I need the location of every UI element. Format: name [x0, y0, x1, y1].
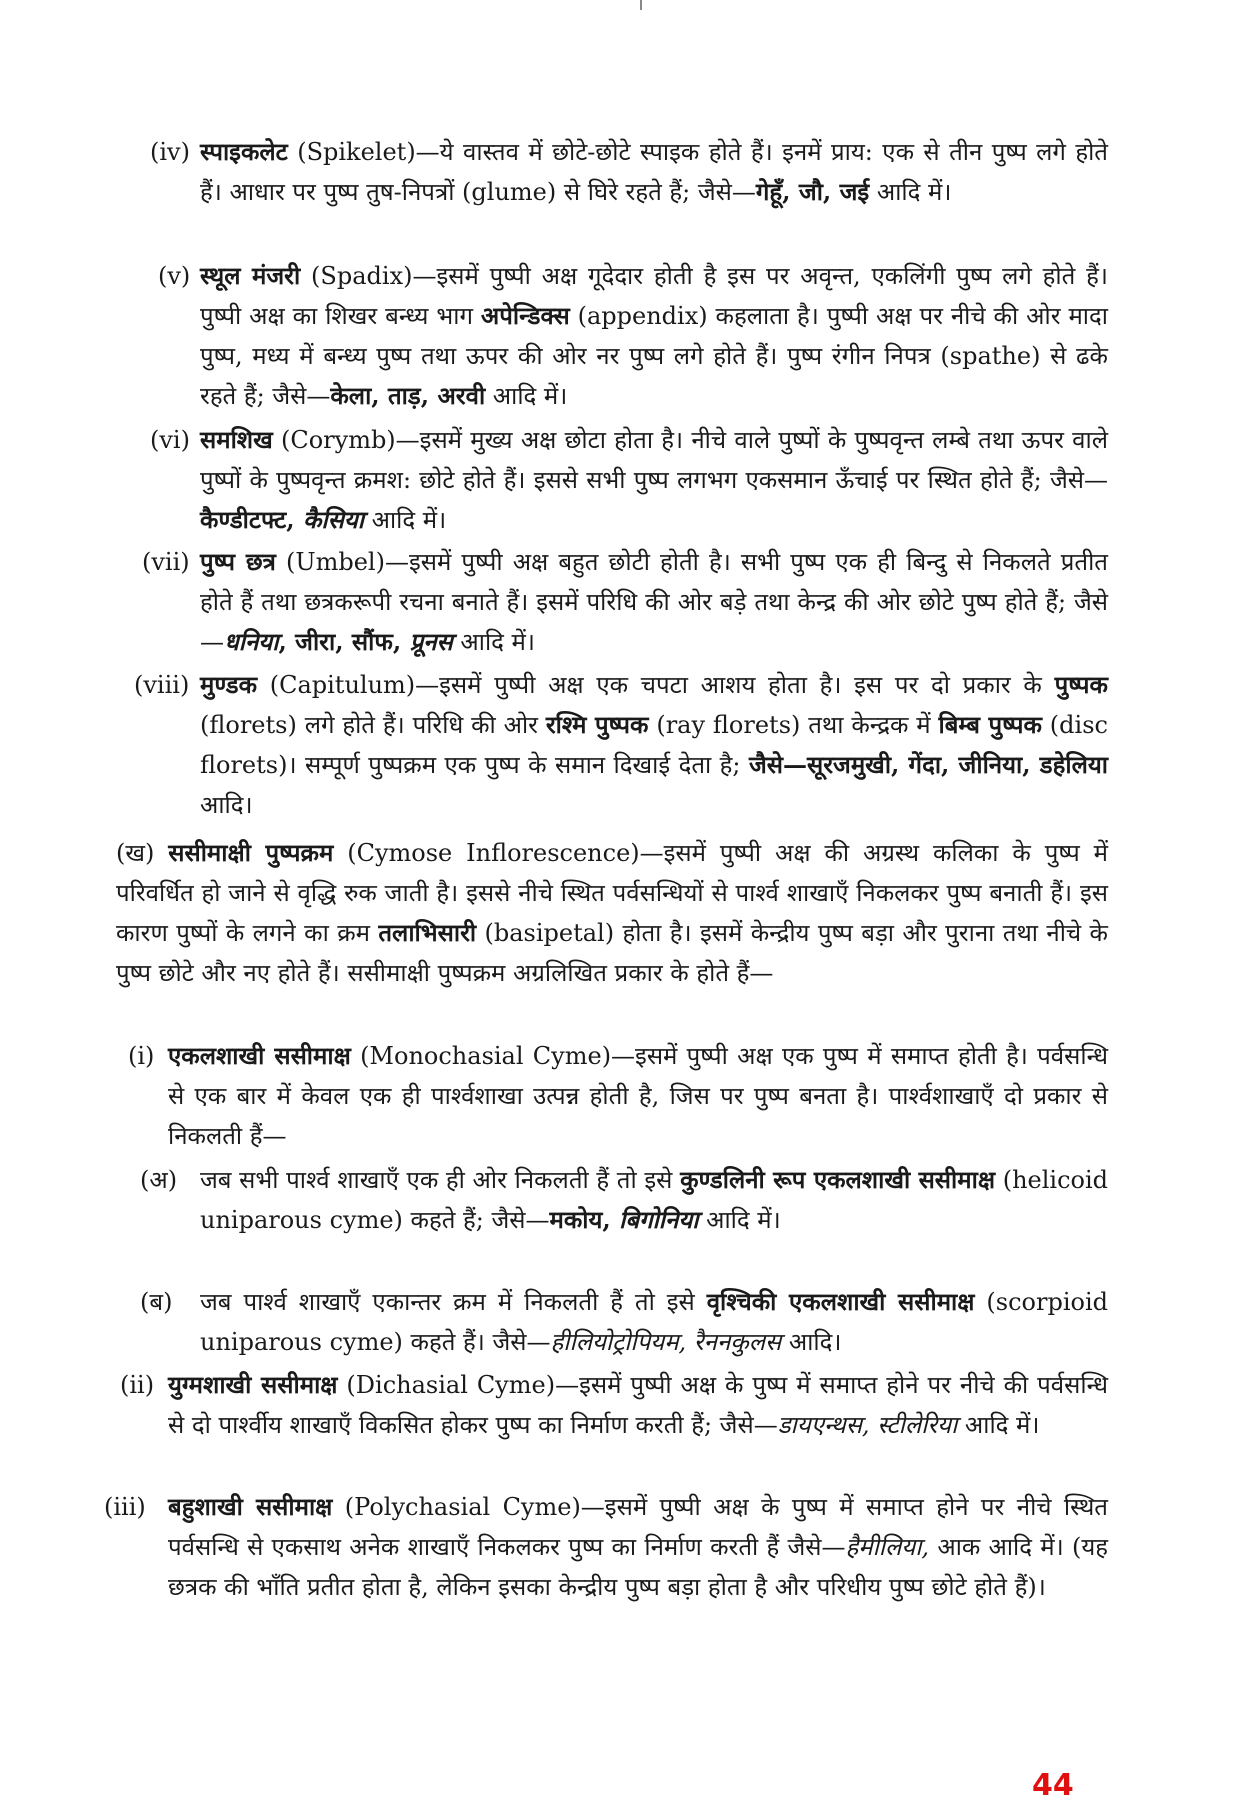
item-text: (appendix) कहलाता है। पुष्पी अक्ष पर नीचे की ओर मादा पुष्प, मध्य में बन्ध्य पुष्प तथा ऊपर की ओर नर पुष्प लगे होते हैं। पुष्प रंगीन निपत्र (spathe) से ढके रहते हैं; जैसे— [200, 302, 1108, 410]
item-number: (ii) [120, 1371, 155, 1399]
term: रश्मि पुष्पक [545, 710, 649, 739]
examples-italic: हैमीलिया, [845, 1533, 930, 1561]
item-text: (Capitulum)—इसमें पुष्पी अक्ष एक चपटा आशय होता है। इस पर दो प्रकार के [257, 671, 1055, 699]
term: तलाभिसारी [378, 918, 477, 947]
item-number: (iii) [104, 1493, 146, 1521]
examples: , जीरा, सौंफ, [278, 627, 410, 656]
examples-italic: बिगोनिया [610, 1205, 699, 1234]
item-number: (अ) [140, 1166, 178, 1194]
term: स्पाइकलेट [200, 137, 288, 166]
term: बहुशाखी ससीमाक्ष [168, 1492, 333, 1521]
item-text: जब सभी पार्श्व शाखाएँ एक ही ओर निकलती हैं तो इसे [200, 1166, 681, 1194]
item-tail: आदि में। [957, 1411, 1040, 1439]
examples-italic: प्रूनस [409, 627, 453, 656]
examples-italic: डायएन्थस, स्टीलेरिया [777, 1411, 958, 1439]
item-text: (Spikelet)—ये वास्तव में छोटे-छोटे स्पाइक होते हैं। इनमें प्राय: एक से तीन पुष्प लगे होते हैं। आधार पर पुष्प तुष-निपत्रों (glume) से घिरे रहते हैं; जैसे— [200, 138, 1108, 206]
item-number: (vi) [150, 426, 190, 454]
item-text: (Corymb)—इसमें मुख्य अक्ष छोटा होता है। नीचे वाले पुष्पों के पुष्पवृन्त लम्बे तथा ऊपर वाले पुष्पों के पुष्पवृन्त क्रमश: छोटे होते हैं। इससे सभी पुष्प लगभग एकसमान ऊँचाई पर स्थित होते हैं; जैसे— [200, 426, 1108, 494]
term: वृश्चिकी एकलशाखी ससीमाक्ष [706, 1287, 975, 1316]
item-spikelet [150, 132, 1108, 212]
term: युग्मशाखी ससीमाक्ष [168, 1370, 338, 1399]
item-text: (scorpioid uniparous cyme) कहते हैं। जैसे— [200, 1288, 1108, 1356]
scan-mark [640, 0, 642, 10]
item-text: (Spadix)—इसमें पुष्पी अक्ष गूदेदार होती है इस पर अवृन्त, एकलिंगी पुष्प लगे होते हैं। पुष्पी अक्ष का शिखर बन्ध्य भाग [200, 262, 1108, 330]
item-capitulum [134, 665, 1108, 825]
item-text: (disc florets)। सम्पूर्ण पुष्पक्रम एक पुष्प के समान दिखाई देता है; [200, 711, 1108, 779]
examples: मकोय, [549, 1205, 611, 1234]
item-tail: आदि में। [869, 178, 952, 206]
item-monochasial [128, 1036, 1108, 1156]
item-text: (Monochasial Cyme)—इसमें पुष्पी अक्ष एक पुष्प में समाप्त होती है। पर्वसन्धि से एक बार में केवल एक ही पार्श्वशाखा उत्पन्न होती है, जिस पर पुष्प बनता है। पार्श्वशाखाएँ दो प्रकार से निकलती हैं— [168, 1042, 1108, 1150]
section-number: (ख) [116, 839, 155, 867]
item-tail: आदि में। [452, 628, 535, 656]
section-heading: ससीमाक्षी पुष्पक्रम [168, 838, 334, 867]
item-text: (Dichasial Cyme)—इसमें पुष्पी अक्ष के पुष्प में समाप्त होने पर नीचे की पर्वसन्धि से दो पार्श्वीय शाखाएँ विकसित होकर पुष्प का निर्माण करती हैं; जैसे— [168, 1371, 1108, 1439]
item-tail: आदि में। [485, 382, 568, 410]
item-text: (Umbel)—इसमें पुष्पी अक्ष बहुत छोटी होती है। सभी पुष्प एक ही बिन्दु से निकलते प्रतीत होते हैं तथा छत्रकरूपी रचना बनाते हैं। इसमें परिधि की ओर बड़े तथा केन्द्र की ओर छोटे पुष्प होते हैं; जैसे— [200, 548, 1108, 656]
term: बिम्ब पुष्पक [938, 710, 1042, 739]
examples: कैण्डीटफ्ट, [200, 505, 295, 534]
examples: जैसे—सूरजमुखी, गेंदा, जीनिया, डहेलिया [748, 750, 1108, 779]
item-polychasial [104, 1487, 1108, 1607]
section-text: (basipetal) होता है। इसमें केन्द्रीय पुष्प बड़ा और पुराना तथा नीचे के पुष्प छोटे और नए होते हैं। ससीमाक्षी पुष्पक्रम अग्रलिखित प्रकार के होते हैं— [116, 919, 1108, 987]
item-number: (iv) [150, 138, 190, 166]
item-number: (v) [158, 262, 191, 290]
item-tail: आदि में। [363, 506, 447, 534]
item-number: (i) [128, 1042, 155, 1070]
term: मुण्डक [200, 670, 258, 699]
term: पुष्पक [1054, 670, 1108, 699]
item-tail: आक आदि में। (यह छत्रक की भाँति प्रतीत होता है, लेकिन इसका केन्द्रीय पुष्प बड़ा होता है और परिधीय पुष्प छोटे होते हैं)। [168, 1533, 1108, 1601]
item-text: (ray florets) तथा केन्द्रक में [648, 711, 939, 739]
item-number: (viii) [134, 671, 190, 699]
term: स्थूल मंजरी [200, 261, 301, 290]
examples: केला, ताड़, अरवी [330, 381, 486, 410]
term: समशिख [200, 425, 273, 454]
item-corymb [150, 420, 1108, 540]
term: कुण्डलिनी रूप एकलशाखी ससीमाक्ष [680, 1165, 996, 1194]
section-cymose [116, 833, 1108, 993]
item-tail: आदि। [200, 791, 253, 819]
section-text: (Cymose Inflorescence)—इसमें पुष्पी अक्ष की अग्रस्थ कलिका के पुष्प में परिवर्धित हो जाने से वृद्धि रुक जाती है। इससे नीचे स्थित पर्वसन्धियों से पार्श्व शाखाएँ निकलकर पुष्प बनाती हैं। इस कारण पुष्पों के लगने का क्रम [116, 839, 1108, 947]
subitem-scorpioid [140, 1282, 1108, 1362]
term: एकलशाखी ससीमाक्ष [168, 1041, 351, 1070]
item-text: (Polychasial Cyme)—इसमें पुष्पी अक्ष के पुष्प में समाप्त होने पर नीचे स्थित पर्वसन्धि से एकसाथ अनेक शाखाएँ निकलकर पुष्प का निर्माण करती हैं जैसे— [168, 1493, 1108, 1561]
examples-italic: कैसिया [294, 505, 364, 534]
item-number: (vii) [142, 548, 190, 576]
item-tail: आदि में। [698, 1206, 781, 1234]
item-dichasial [120, 1365, 1108, 1445]
page-number: 44 [1032, 1768, 1074, 1803]
item-text: जब पार्श्व शाखाएँ एकान्तर क्रम में निकलती हैं तो इसे [200, 1288, 707, 1316]
item-umbel [142, 542, 1108, 662]
item-tail: आदि। [781, 1328, 842, 1356]
term: पुष्प छत्र [200, 547, 276, 576]
item-number: (ब) [140, 1288, 173, 1316]
examples: गेहूँ, जौ, जई [755, 177, 870, 206]
examples-italic: हीलियोट्रोपियम, रैननकुलस [550, 1328, 782, 1356]
item-spadix [158, 256, 1108, 416]
item-text: (helicoid uniparous cyme) कहते हैं; जैसे— [200, 1166, 1109, 1234]
subitem-helicoid [140, 1160, 1109, 1240]
item-text: (florets) लगे होते हैं। परिधि की ओर [200, 711, 546, 739]
examples-italic: धनिया [224, 627, 279, 656]
term: अपेन्डिक्स [480, 301, 570, 330]
